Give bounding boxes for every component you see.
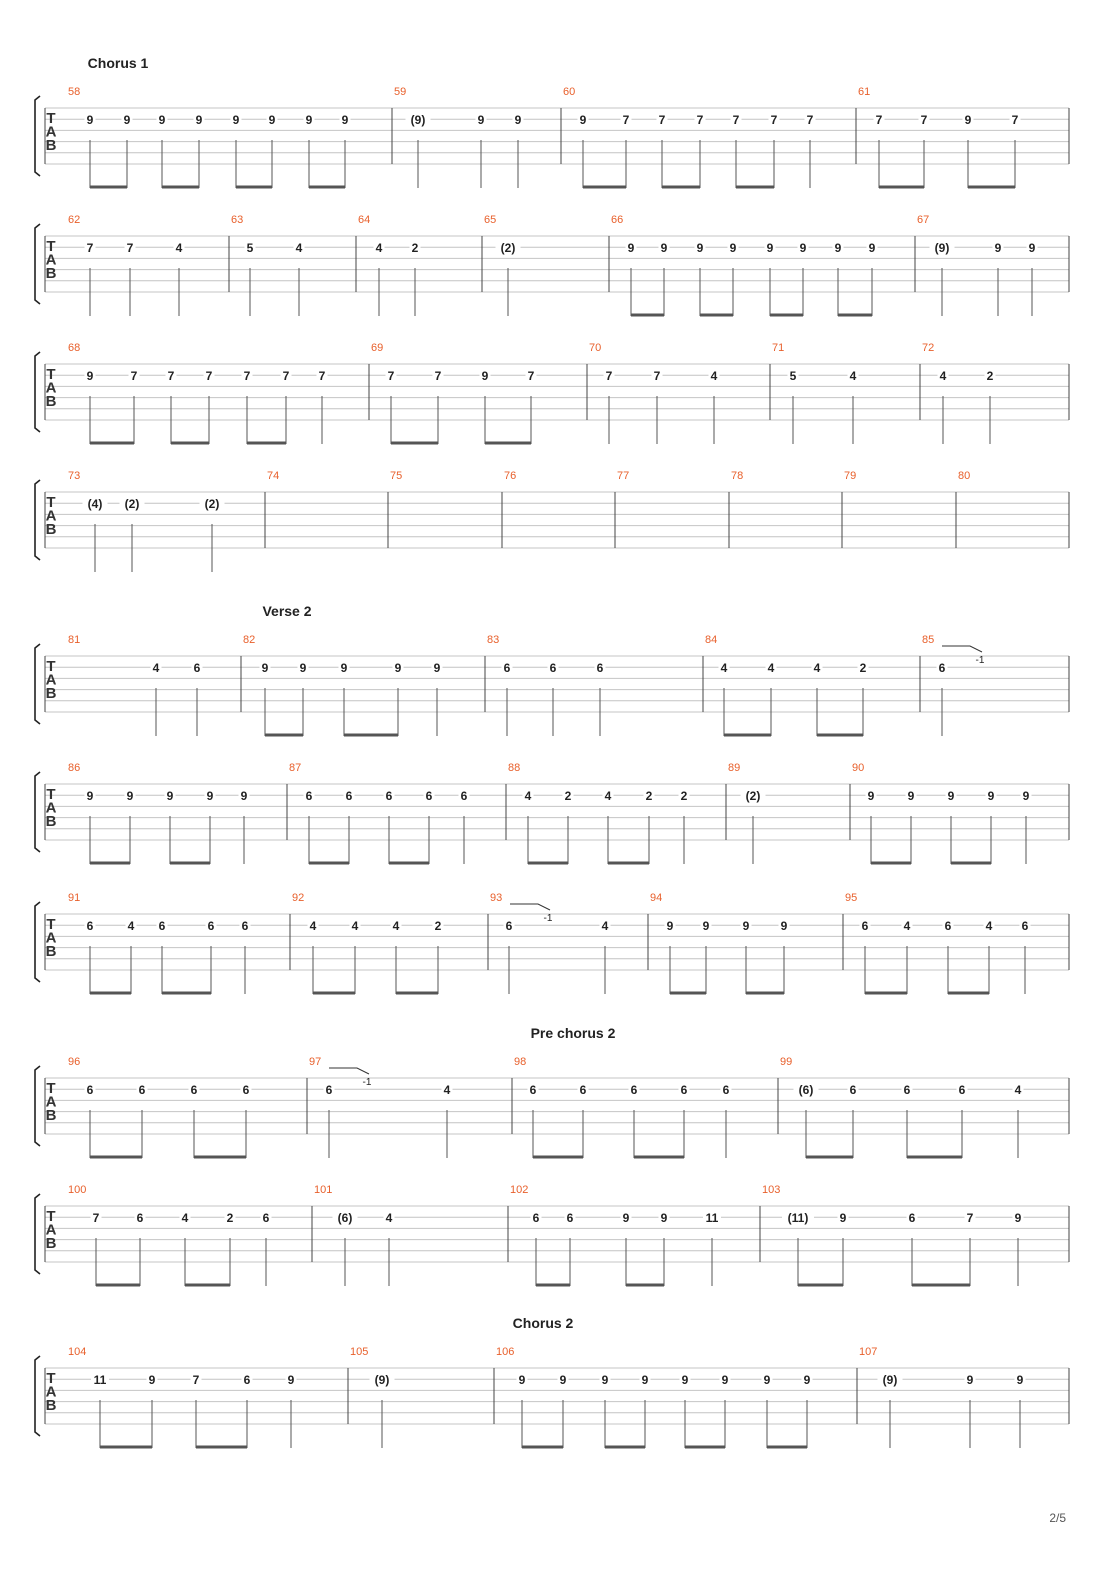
fret-note: 6 bbox=[86, 919, 94, 934]
tab-letter: T bbox=[46, 366, 56, 383]
bend-amount: -1 bbox=[543, 913, 553, 924]
measure-number: 104 bbox=[68, 1346, 87, 1358]
fret-note: 4 bbox=[127, 919, 135, 934]
fret-note: 7 bbox=[605, 369, 613, 384]
fret-note: 6 bbox=[158, 919, 166, 934]
measure-number: 70 bbox=[589, 342, 602, 354]
fret-note: 9 bbox=[834, 241, 842, 256]
fret-note: 7 bbox=[770, 113, 778, 128]
fret-note: 4 bbox=[813, 661, 821, 676]
fret-note: (4) bbox=[87, 497, 103, 512]
measure-number: 81 bbox=[68, 634, 81, 646]
fret-note: 6 bbox=[529, 1083, 537, 1098]
fret-note: 2 bbox=[859, 661, 867, 676]
measure-number: 89 bbox=[728, 762, 741, 774]
fret-note: 2 bbox=[986, 369, 994, 384]
measure-number: 79 bbox=[844, 470, 857, 482]
fret-note: 6 bbox=[680, 1083, 688, 1098]
tab-letter: A bbox=[45, 379, 57, 397]
fret-note: 6 bbox=[207, 919, 215, 934]
measure-number: 94 bbox=[650, 892, 663, 904]
tab-system bbox=[35, 892, 1069, 994]
fret-note: 4 bbox=[601, 919, 609, 934]
system-bracket bbox=[35, 902, 40, 982]
measure-number: 85 bbox=[922, 634, 935, 646]
tab-letter: B bbox=[45, 393, 57, 410]
fret-note: 7 bbox=[192, 1373, 200, 1388]
measure-number: 71 bbox=[772, 342, 785, 354]
fret-note: 9 bbox=[126, 789, 134, 804]
fret-note: 4 bbox=[524, 789, 532, 804]
fret-note: 11 bbox=[93, 1373, 107, 1388]
fret-note: 4 bbox=[175, 241, 183, 256]
fret-note: 4 bbox=[604, 789, 612, 804]
measure-number: 88 bbox=[508, 762, 521, 774]
fret-note: 9 bbox=[1014, 1211, 1022, 1226]
fret-note: 9 bbox=[268, 113, 276, 128]
measure-number: 58 bbox=[68, 86, 81, 98]
fret-note: 9 bbox=[803, 1373, 811, 1388]
measure-number: 90 bbox=[852, 762, 865, 774]
fret-note: 6 bbox=[193, 661, 201, 676]
fret-note: 9 bbox=[240, 789, 248, 804]
bend-line bbox=[510, 904, 550, 910]
tab-letter: B bbox=[45, 685, 57, 702]
fret-note: 4 bbox=[849, 369, 857, 384]
tab-letter: T bbox=[46, 916, 56, 933]
section-label: Pre chorus 2 bbox=[530, 1025, 616, 1041]
fret-note: 9 bbox=[394, 661, 402, 676]
fret-note: 4 bbox=[443, 1083, 451, 1098]
fret-note: 7 bbox=[130, 369, 138, 384]
measure-number: 74 bbox=[267, 470, 280, 482]
tab-system bbox=[35, 603, 1069, 736]
measure-number: 103 bbox=[762, 1184, 781, 1196]
section-label: Chorus 2 bbox=[512, 1315, 574, 1331]
fret-note: 6 bbox=[305, 789, 313, 804]
measure-number: 92 bbox=[292, 892, 305, 904]
system-bracket bbox=[35, 96, 40, 176]
measure-number: 67 bbox=[917, 214, 930, 226]
fret-note: 9 bbox=[166, 789, 174, 804]
measure-number: 91 bbox=[68, 892, 81, 904]
fret-note: 9 bbox=[702, 919, 710, 934]
measure-number: 63 bbox=[231, 214, 244, 226]
fret-note: 2 bbox=[226, 1211, 234, 1226]
tab-system bbox=[35, 470, 1069, 572]
fret-note: 4 bbox=[720, 661, 728, 676]
fret-note: 6 bbox=[630, 1083, 638, 1098]
system-bracket bbox=[35, 1194, 40, 1274]
measure-number: 75 bbox=[390, 470, 403, 482]
section-label: Verse 2 bbox=[262, 603, 312, 619]
fret-note: 2 bbox=[411, 241, 419, 256]
measure-number: 76 bbox=[504, 470, 517, 482]
measure-number: 105 bbox=[350, 1346, 369, 1358]
fret-note: 5 bbox=[246, 241, 254, 256]
system-bracket bbox=[35, 644, 40, 724]
fret-note: 6 bbox=[345, 789, 353, 804]
fret-note: 9 bbox=[341, 113, 349, 128]
tab-system bbox=[35, 1184, 1069, 1286]
tab-letter: B bbox=[45, 137, 57, 154]
page-number: 2/5 bbox=[1049, 1511, 1066, 1525]
fret-note: 7 bbox=[875, 113, 883, 128]
fret-note: 6 bbox=[903, 1083, 911, 1098]
fret-note: 9 bbox=[964, 113, 972, 128]
fret-note: 11 bbox=[705, 1211, 719, 1226]
fret-note: 9 bbox=[1022, 789, 1030, 804]
fret-note: 6 bbox=[908, 1211, 916, 1226]
fret-note: 6 bbox=[505, 919, 513, 934]
measure-number: 96 bbox=[68, 1056, 81, 1068]
fret-note: 9 bbox=[839, 1211, 847, 1226]
fret-note: (9) bbox=[882, 1373, 898, 1388]
fret-note: 4 bbox=[351, 919, 359, 934]
measure-number: 86 bbox=[68, 762, 81, 774]
fret-note: 9 bbox=[987, 789, 995, 804]
fret-note: 9 bbox=[660, 241, 668, 256]
measure-number: 69 bbox=[371, 342, 384, 354]
fret-note: 4 bbox=[309, 919, 317, 934]
fret-note: 7 bbox=[1011, 113, 1019, 128]
tab-letter: T bbox=[46, 786, 56, 803]
fret-note: (6) bbox=[798, 1083, 814, 1098]
tab-system bbox=[35, 342, 1069, 444]
fret-note: 7 bbox=[658, 113, 666, 128]
fret-note: 9 bbox=[514, 113, 522, 128]
fret-note: 7 bbox=[318, 369, 326, 384]
fret-note: 9 bbox=[966, 1373, 974, 1388]
measure-number: 77 bbox=[617, 470, 630, 482]
fret-note: 9 bbox=[696, 241, 704, 256]
fret-note: (2) bbox=[204, 497, 220, 512]
fret-note: 4 bbox=[710, 369, 718, 384]
fret-note: 7 bbox=[282, 369, 290, 384]
fret-note: 9 bbox=[763, 1373, 771, 1388]
tab-letter: A bbox=[45, 507, 57, 525]
measure-number: 72 bbox=[922, 342, 935, 354]
fret-note: 4 bbox=[939, 369, 947, 384]
fret-note: 9 bbox=[86, 369, 94, 384]
fret-note: 6 bbox=[566, 1211, 574, 1226]
fret-note: 6 bbox=[262, 1211, 270, 1226]
tab-letter: A bbox=[45, 123, 57, 141]
fret-note: 6 bbox=[532, 1211, 540, 1226]
measure-number: 60 bbox=[563, 86, 576, 98]
measure-number: 73 bbox=[68, 470, 81, 482]
fret-note: 9 bbox=[195, 113, 203, 128]
fret-note: 6 bbox=[241, 919, 249, 934]
fret-note: 7 bbox=[243, 369, 251, 384]
measure-number: 65 bbox=[484, 214, 497, 226]
measure-number: 64 bbox=[358, 214, 371, 226]
measure-number: 78 bbox=[731, 470, 744, 482]
fret-note: 7 bbox=[806, 113, 814, 128]
measure-number: 100 bbox=[68, 1184, 87, 1196]
tab-letter: T bbox=[46, 1370, 56, 1387]
fret-note: 9 bbox=[579, 113, 587, 128]
fret-note: 9 bbox=[627, 241, 635, 256]
fret-note: 9 bbox=[729, 241, 737, 256]
tab-letter: A bbox=[45, 1383, 57, 1401]
fret-note: 2 bbox=[434, 919, 442, 934]
fret-note: 9 bbox=[947, 789, 955, 804]
fret-note: 9 bbox=[287, 1373, 295, 1388]
fret-note: 9 bbox=[158, 113, 166, 128]
fret-note: 4 bbox=[767, 661, 775, 676]
fret-note: 6 bbox=[243, 1373, 251, 1388]
system-bracket bbox=[35, 1356, 40, 1436]
fret-note: 6 bbox=[722, 1083, 730, 1098]
tab-system bbox=[35, 762, 1069, 864]
system-bracket bbox=[35, 1066, 40, 1146]
fret-note: 9 bbox=[868, 241, 876, 256]
tab-letter: B bbox=[45, 521, 57, 538]
fret-note: 2 bbox=[564, 789, 572, 804]
fret-note: 9 bbox=[622, 1211, 630, 1226]
fret-note: 4 bbox=[385, 1211, 393, 1226]
fret-note: 6 bbox=[579, 1083, 587, 1098]
fret-note: (9) bbox=[934, 241, 950, 256]
bend-line bbox=[329, 1068, 369, 1074]
bend-amount: -1 bbox=[362, 1077, 372, 1088]
measure-number: 102 bbox=[510, 1184, 529, 1196]
measure-number: 83 bbox=[487, 634, 500, 646]
fret-note: 6 bbox=[425, 789, 433, 804]
fret-note: 9 bbox=[433, 661, 441, 676]
measure-number: 82 bbox=[243, 634, 256, 646]
fret-note: 6 bbox=[596, 661, 604, 676]
tab-letter: T bbox=[46, 1080, 56, 1097]
fret-note: 6 bbox=[242, 1083, 250, 1098]
fret-note: (9) bbox=[374, 1373, 390, 1388]
fret-note: 4 bbox=[392, 919, 400, 934]
measure-number: 84 bbox=[705, 634, 718, 646]
fret-note: 9 bbox=[305, 113, 313, 128]
fret-note: 9 bbox=[721, 1373, 729, 1388]
fret-note: 7 bbox=[126, 241, 134, 256]
fret-note: 9 bbox=[907, 789, 915, 804]
section-label: Chorus 1 bbox=[87, 55, 149, 71]
tab-letter: T bbox=[46, 494, 56, 511]
tab-letter: T bbox=[46, 658, 56, 675]
fret-note: 7 bbox=[387, 369, 395, 384]
fret-note: 7 bbox=[653, 369, 661, 384]
fret-note: 7 bbox=[167, 369, 175, 384]
measure-number: 95 bbox=[845, 892, 858, 904]
fret-note: 2 bbox=[645, 789, 653, 804]
tab-letter: A bbox=[45, 929, 57, 947]
fret-note: 2 bbox=[680, 789, 688, 804]
tab-letter: A bbox=[45, 671, 57, 689]
tab-letter: T bbox=[46, 110, 56, 127]
fret-note: (6) bbox=[337, 1211, 353, 1226]
fret-note: 9 bbox=[1028, 241, 1036, 256]
systems-layer bbox=[35, 55, 1069, 1448]
fret-note: 9 bbox=[299, 661, 307, 676]
measure-number: 101 bbox=[314, 1184, 333, 1196]
bend-line bbox=[942, 646, 982, 652]
fret-note: 9 bbox=[766, 241, 774, 256]
measure-number: 68 bbox=[68, 342, 81, 354]
tab-letter: T bbox=[46, 238, 56, 255]
fret-note: (2) bbox=[124, 497, 140, 512]
measure-number: 93 bbox=[490, 892, 503, 904]
tab-system bbox=[35, 1025, 1069, 1158]
fret-note: 6 bbox=[138, 1083, 146, 1098]
fret-note: (2) bbox=[500, 241, 516, 256]
fret-note: 7 bbox=[696, 113, 704, 128]
fret-note: 9 bbox=[681, 1373, 689, 1388]
measure-number: 98 bbox=[514, 1056, 527, 1068]
fret-note: 9 bbox=[206, 789, 214, 804]
fret-note: 4 bbox=[1014, 1083, 1022, 1098]
measure-number: 66 bbox=[611, 214, 624, 226]
measure-number: 61 bbox=[858, 86, 871, 98]
tab-letter: A bbox=[45, 1221, 57, 1239]
fret-note: 9 bbox=[994, 241, 1002, 256]
fret-note: 4 bbox=[152, 661, 160, 676]
tab-system bbox=[35, 1315, 1069, 1448]
fret-note: 6 bbox=[958, 1083, 966, 1098]
fret-note: 6 bbox=[944, 919, 952, 934]
fret-note: 6 bbox=[86, 1083, 94, 1098]
fret-note: 9 bbox=[340, 661, 348, 676]
tab-letter: B bbox=[45, 1235, 57, 1252]
fret-note: (11) bbox=[787, 1211, 809, 1226]
fret-note: 7 bbox=[920, 113, 928, 128]
fret-note: 7 bbox=[92, 1211, 100, 1226]
tab-system bbox=[35, 55, 1069, 188]
fret-note: 6 bbox=[861, 919, 869, 934]
fret-note: 6 bbox=[190, 1083, 198, 1098]
system-bracket bbox=[35, 224, 40, 304]
fret-note: 9 bbox=[559, 1373, 567, 1388]
tab-letter: T bbox=[46, 1208, 56, 1225]
measure-number: 80 bbox=[958, 470, 971, 482]
fret-note: 9 bbox=[867, 789, 875, 804]
fret-note: 9 bbox=[601, 1373, 609, 1388]
fret-note: 4 bbox=[181, 1211, 189, 1226]
fret-note: 9 bbox=[799, 241, 807, 256]
measure-number: 107 bbox=[859, 1346, 878, 1358]
fret-note: 9 bbox=[232, 113, 240, 128]
tab-letter: A bbox=[45, 251, 57, 269]
measure-number: 62 bbox=[68, 214, 81, 226]
tab-system bbox=[35, 214, 1069, 316]
fret-note: 6 bbox=[460, 789, 468, 804]
fret-note: 6 bbox=[849, 1083, 857, 1098]
fret-note: 4 bbox=[295, 241, 303, 256]
fret-note: 7 bbox=[732, 113, 740, 128]
fret-note: 6 bbox=[1021, 919, 1029, 934]
tab-letter: B bbox=[45, 813, 57, 830]
measure-number: 106 bbox=[496, 1346, 515, 1358]
tab-letter: B bbox=[45, 265, 57, 282]
fret-note: 6 bbox=[938, 661, 946, 676]
fret-note: 6 bbox=[325, 1083, 333, 1098]
measure-number: 97 bbox=[309, 1056, 322, 1068]
fret-note: 5 bbox=[789, 369, 797, 384]
fret-note: 4 bbox=[375, 241, 383, 256]
fret-note: 9 bbox=[780, 919, 788, 934]
fret-note: 7 bbox=[86, 241, 94, 256]
bend-amount: -1 bbox=[975, 655, 985, 666]
system-bracket bbox=[35, 772, 40, 852]
fret-note: 7 bbox=[966, 1211, 974, 1226]
fret-note: 9 bbox=[148, 1373, 156, 1388]
fret-note: 9 bbox=[477, 113, 485, 128]
fret-note: 9 bbox=[481, 369, 489, 384]
fret-note: 9 bbox=[666, 919, 674, 934]
tab-letter: A bbox=[45, 1093, 57, 1111]
fret-note: 7 bbox=[622, 113, 630, 128]
measure-number: 59 bbox=[394, 86, 407, 98]
fret-note: 7 bbox=[205, 369, 213, 384]
fret-note: 9 bbox=[660, 1211, 668, 1226]
fret-note: 4 bbox=[903, 919, 911, 934]
measure-number: 99 bbox=[780, 1056, 793, 1068]
tab-letter: A bbox=[45, 799, 57, 817]
tab-letter: B bbox=[45, 943, 57, 960]
tab-letter: B bbox=[45, 1107, 57, 1124]
fret-note: 9 bbox=[1016, 1373, 1024, 1388]
fret-note: 4 bbox=[985, 919, 993, 934]
fret-note: 9 bbox=[86, 113, 94, 128]
fret-note: 9 bbox=[518, 1373, 526, 1388]
fret-note: 9 bbox=[123, 113, 131, 128]
fret-note: 9 bbox=[742, 919, 750, 934]
fret-note: 6 bbox=[385, 789, 393, 804]
fret-note: (2) bbox=[745, 789, 761, 804]
fret-note: (9) bbox=[410, 113, 426, 128]
fret-note: 9 bbox=[261, 661, 269, 676]
fret-note: 9 bbox=[641, 1373, 649, 1388]
system-bracket bbox=[35, 480, 40, 560]
system-bracket bbox=[35, 352, 40, 432]
fret-note: 7 bbox=[527, 369, 535, 384]
tab-letter: B bbox=[45, 1397, 57, 1414]
fret-note: 6 bbox=[136, 1211, 144, 1226]
fret-note: 6 bbox=[549, 661, 557, 676]
fret-note: 7 bbox=[434, 369, 442, 384]
measure-number: 87 bbox=[289, 762, 302, 774]
fret-note: 6 bbox=[503, 661, 511, 676]
fret-note: 9 bbox=[86, 789, 94, 804]
